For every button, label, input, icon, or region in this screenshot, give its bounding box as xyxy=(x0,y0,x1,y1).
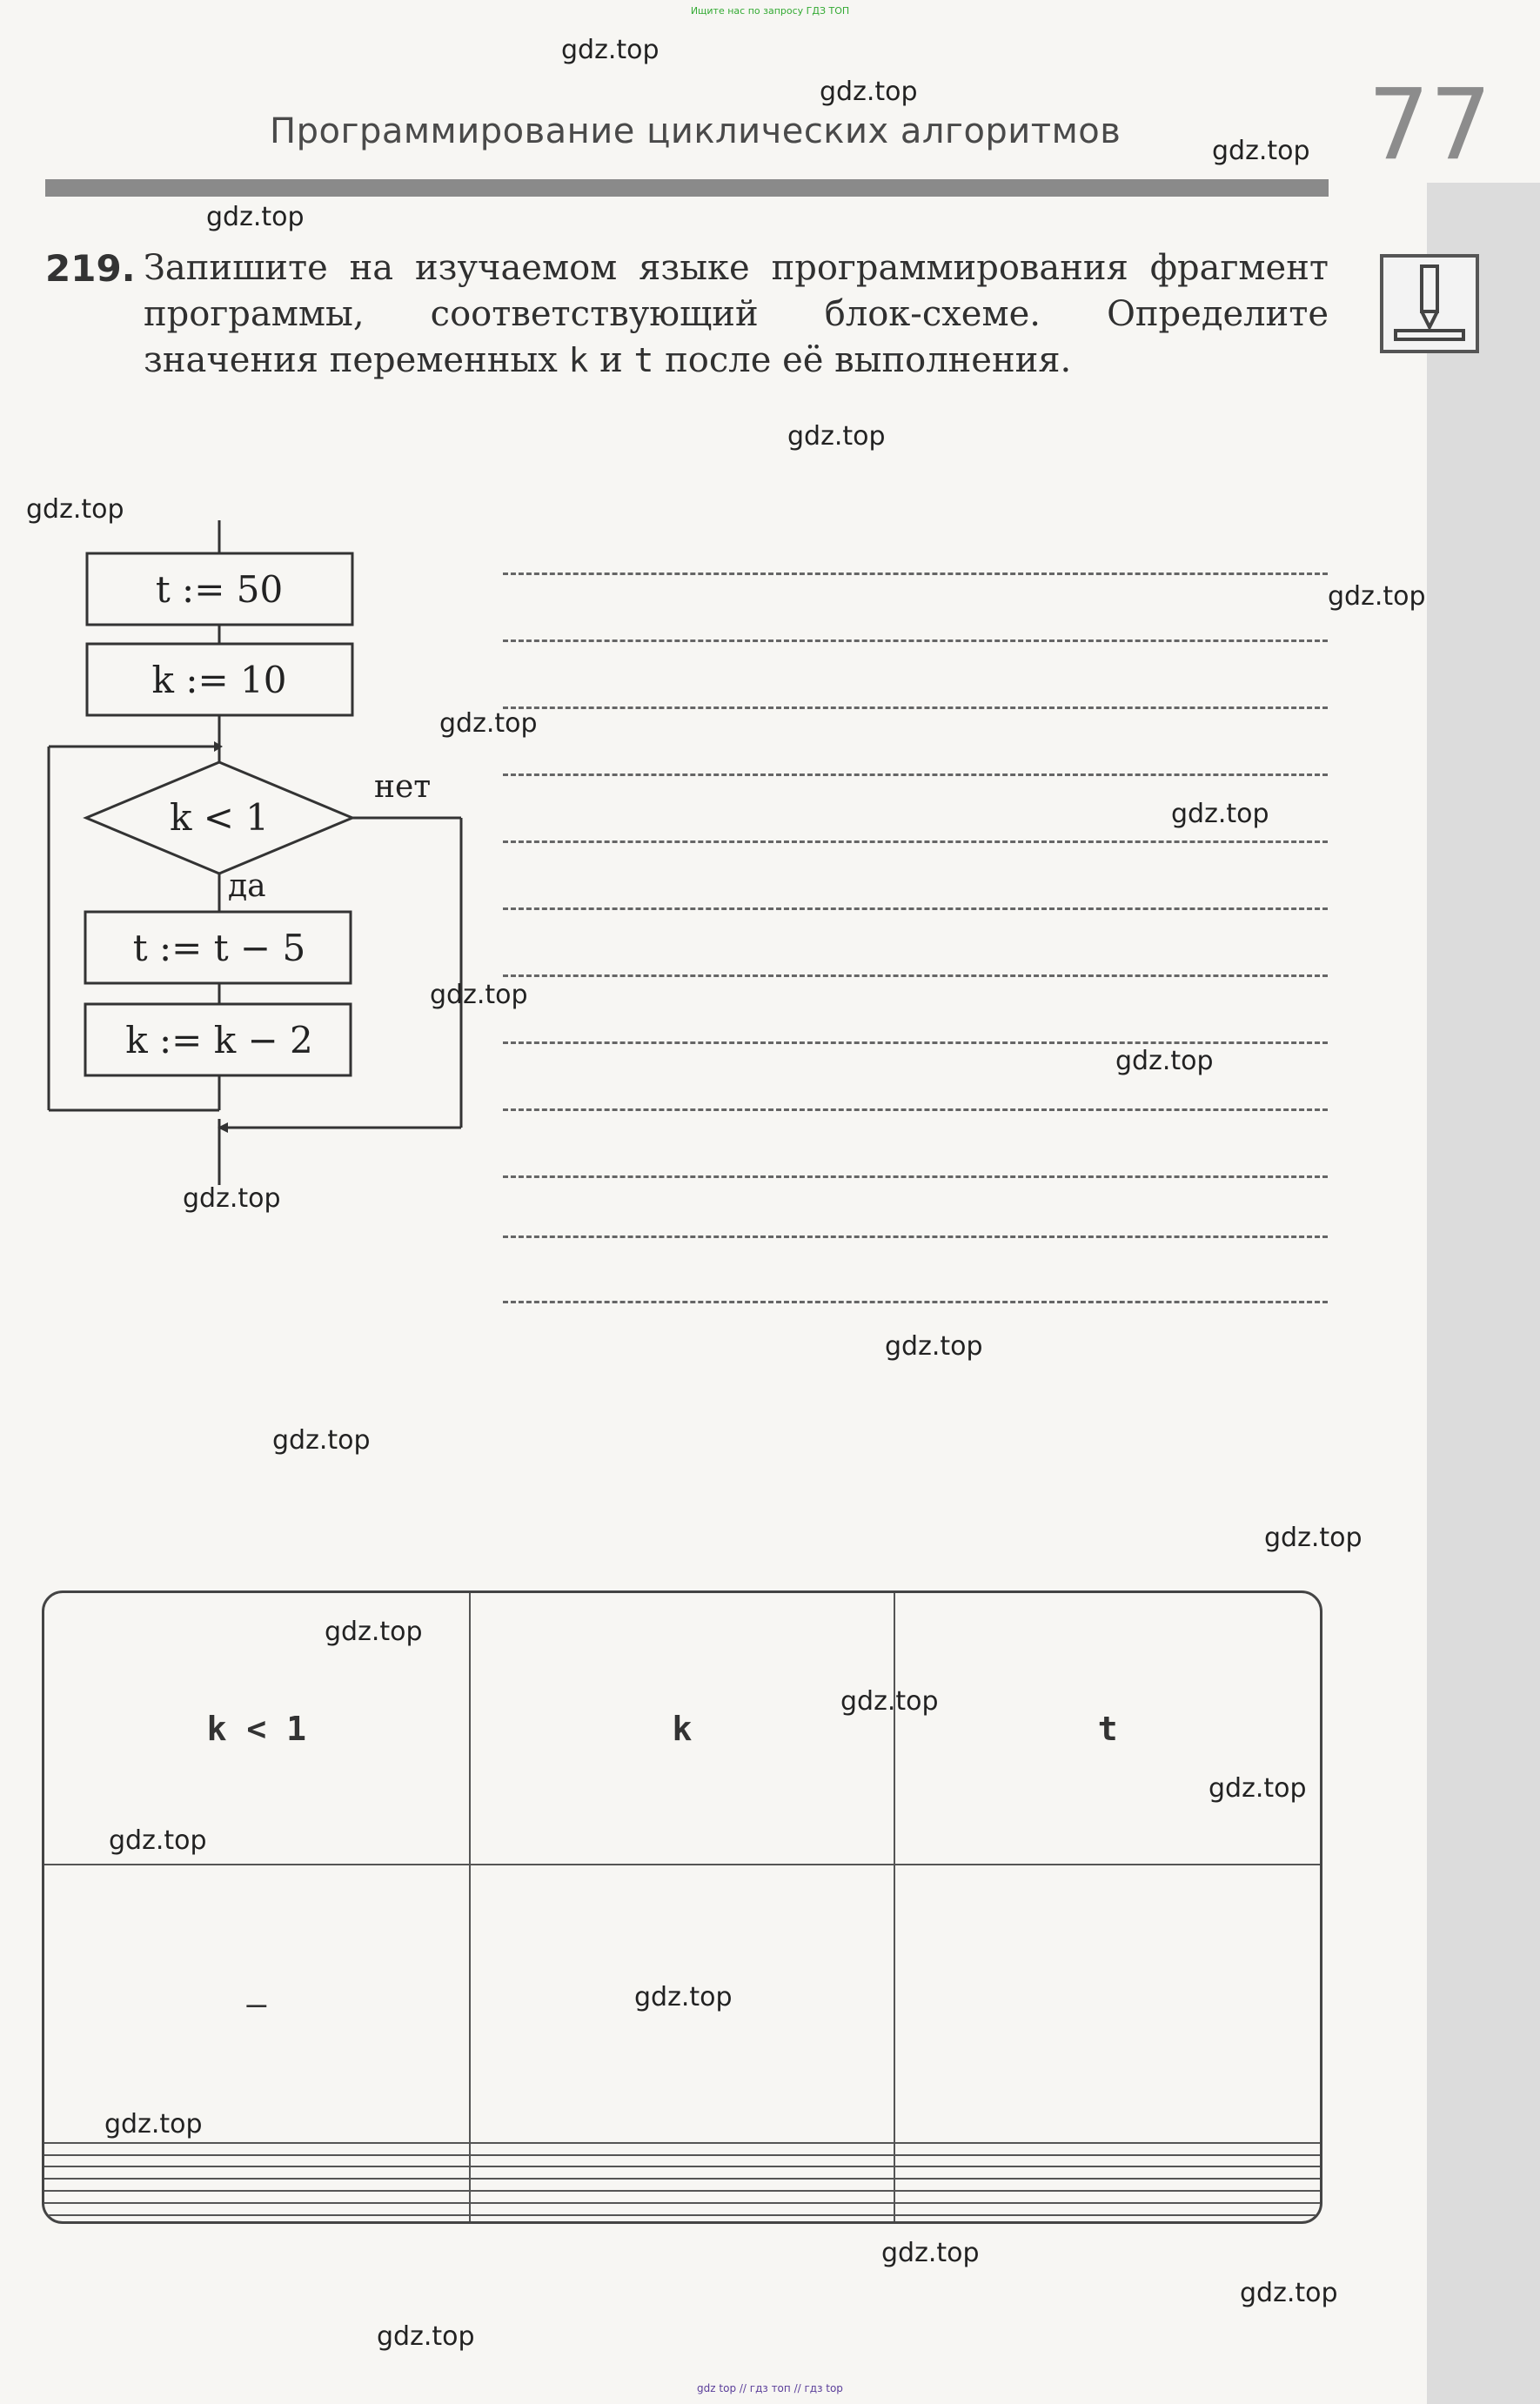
table-row xyxy=(44,2215,1320,2221)
page-edge-strip xyxy=(1427,183,1540,2404)
watermark: gdz.top xyxy=(104,2109,203,2139)
table-cell[interactable] xyxy=(894,1865,1320,2142)
table-cell[interactable] xyxy=(44,2203,470,2215)
answer-line xyxy=(503,1235,1328,1238)
watermark: gdz.top xyxy=(787,421,886,452)
watermark: gdz.top xyxy=(325,1617,423,1647)
watermark: gdz.top xyxy=(1212,136,1310,166)
watermark: gdz.top xyxy=(26,494,124,525)
table-cell[interactable] xyxy=(470,2203,895,2215)
table-row xyxy=(44,2155,1320,2167)
watermark: gdz.top xyxy=(1115,1046,1214,1076)
table-cell[interactable] xyxy=(894,2166,1320,2179)
watermark: gdz.top xyxy=(377,2321,475,2352)
header-divider xyxy=(45,179,1329,197)
table-cell[interactable]: — xyxy=(44,1865,470,2142)
answer-line xyxy=(503,640,1328,642)
table-row xyxy=(44,2143,1320,2155)
table-header-row xyxy=(44,1593,1320,1865)
watermark: gdz.top xyxy=(881,2238,980,2268)
watermark: gdz.top xyxy=(439,708,538,739)
watermark: gdz.top xyxy=(430,980,528,1010)
watermark: gdz.top xyxy=(634,1982,733,2012)
watermark: gdz.top xyxy=(1264,1523,1363,1553)
table-cell[interactable] xyxy=(894,2143,1320,2155)
table-cell[interactable] xyxy=(44,2143,470,2155)
flowchart-label-no: нет xyxy=(374,769,432,805)
table-cell[interactable] xyxy=(470,2143,895,2155)
table-cell[interactable] xyxy=(894,2191,1320,2203)
flowchart-block-k-update: k := k − 2 xyxy=(125,1019,313,1061)
table-cell[interactable] xyxy=(894,2203,1320,2215)
watermark: gdz.top xyxy=(1209,1773,1307,1804)
table-cell[interactable] xyxy=(44,2155,470,2167)
watermark: gdz.top xyxy=(561,35,660,65)
task-text-part2: после её выполнения. xyxy=(653,340,1072,380)
watermark: gdz.top xyxy=(840,1686,939,1717)
write-task-icon xyxy=(1380,254,1479,353)
flowchart-condition: k < 1 xyxy=(169,796,270,839)
answer-line xyxy=(503,974,1328,977)
watermark: gdz.top xyxy=(206,202,305,232)
table-cell[interactable] xyxy=(470,2166,895,2179)
task-text-and: и xyxy=(588,340,634,380)
task-number: 219. xyxy=(45,247,136,290)
watermark: gdz.top xyxy=(1171,799,1269,829)
flowchart-block-k-init: k := 10 xyxy=(151,659,287,701)
page-number: 77 xyxy=(1368,69,1492,182)
answer-line xyxy=(503,1108,1328,1111)
page-header-title: Программирование циклических алгоритмов xyxy=(270,111,1122,151)
answer-line xyxy=(503,840,1328,843)
task-var-k: k xyxy=(568,341,589,379)
table-cell[interactable] xyxy=(894,2179,1320,2191)
task-text xyxy=(144,245,1329,384)
table-cell[interactable] xyxy=(44,2166,470,2179)
table-row xyxy=(44,2166,1320,2179)
watermark: gdz.top xyxy=(1240,2278,1338,2308)
answer-line xyxy=(503,773,1328,776)
flowchart-label-yes: да xyxy=(228,868,266,904)
table-cell[interactable] xyxy=(44,2179,470,2191)
table-cell[interactable] xyxy=(894,2155,1320,2167)
table-header-t: t xyxy=(894,1593,1320,1865)
table-cell[interactable] xyxy=(44,2215,470,2221)
flowchart-block-t-update: t := t − 5 xyxy=(132,927,306,969)
table-cell[interactable] xyxy=(470,2155,895,2167)
watermark: gdz.top xyxy=(820,77,918,107)
task-var-t: t xyxy=(633,341,654,379)
table-cell[interactable] xyxy=(470,2191,895,2203)
watermark: gdz.top xyxy=(885,1331,983,1362)
table-cell[interactable] xyxy=(470,2179,895,2191)
table-row xyxy=(44,2179,1320,2191)
table-row xyxy=(44,2191,1320,2203)
answer-line xyxy=(503,907,1328,910)
answer-line xyxy=(503,1301,1328,1303)
watermark: gdz.top xyxy=(109,1825,207,1856)
flowchart xyxy=(35,513,487,1192)
table-cell[interactable] xyxy=(894,2215,1320,2221)
table-header-k: k xyxy=(470,1593,895,1865)
watermark: gdz.top xyxy=(183,1183,281,1214)
table-cell[interactable] xyxy=(44,2191,470,2203)
task-text-part1: Запишите на изучаемом языке программирования фрагмент программы, соответствующий блок-схеме. Определите значения переменных xyxy=(144,248,1329,380)
watermark: gdz.top xyxy=(272,1425,371,1456)
table-header-condition: k < 1 xyxy=(44,1593,470,1865)
table-cell[interactable] xyxy=(470,2215,895,2221)
answer-line xyxy=(503,573,1328,575)
bottom-banner: gdz top // гдз топ // гдз top xyxy=(697,2382,843,2394)
answer-line xyxy=(503,706,1328,709)
watermark: gdz.top xyxy=(1328,581,1426,612)
table-row xyxy=(44,2203,1320,2215)
flowchart-block-t-init: t := 50 xyxy=(155,568,284,611)
answer-line xyxy=(503,1041,1328,1044)
answer-line xyxy=(503,1175,1328,1178)
top-banner: Ищите нас по запросу ГДЗ ТОП xyxy=(690,5,850,17)
trace-table xyxy=(42,1590,1322,2224)
